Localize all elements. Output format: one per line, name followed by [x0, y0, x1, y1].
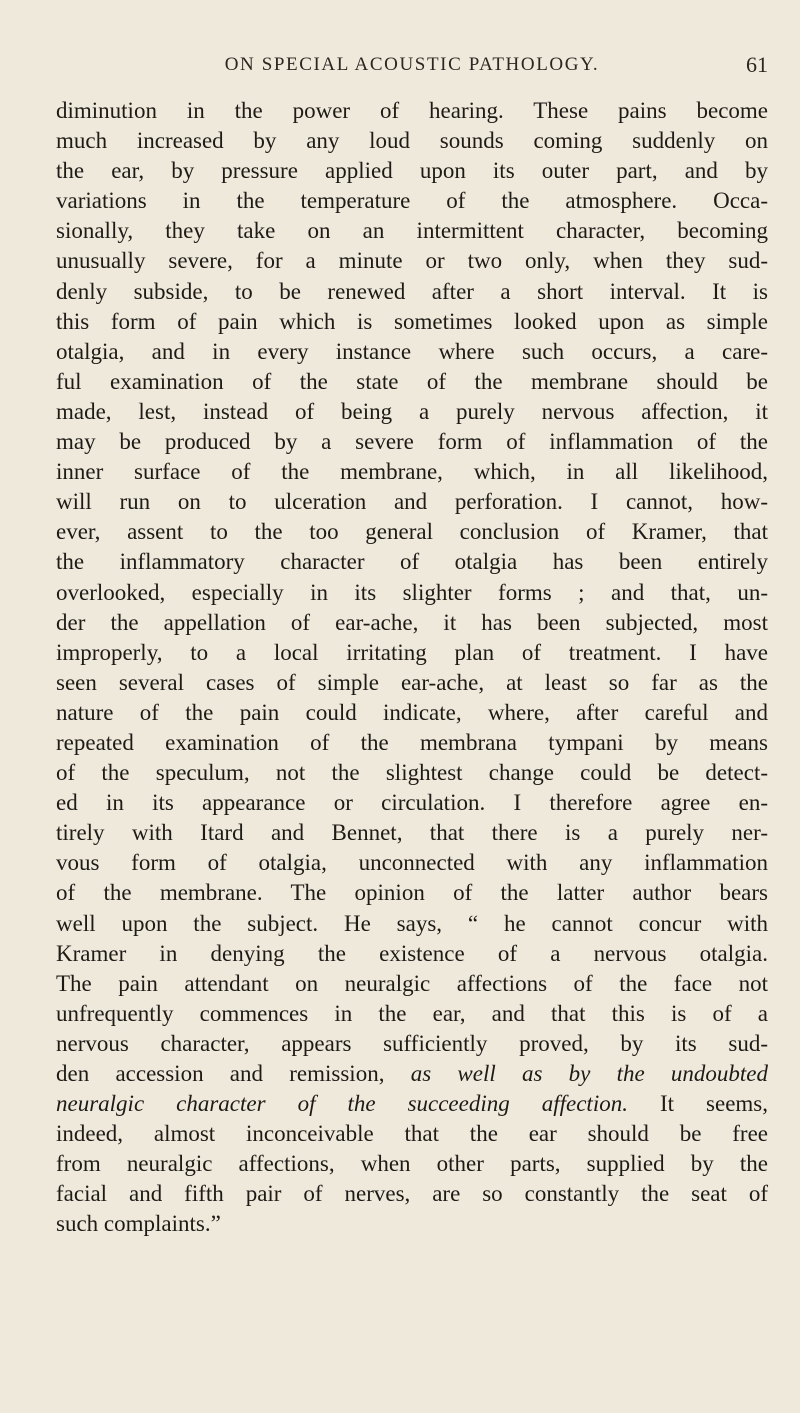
text-line: variations in the temperature of the atmosphere. Occa-	[56, 188, 768, 214]
text-line-mixed	[56, 1089, 768, 1119]
text-line: repeated examination of the membrana tympani by means	[56, 729, 768, 755]
text-line: overlooked, especially in its slighter forms ; and that, un-	[56, 579, 768, 605]
text-line: diminution in the power of hearing. These pains become	[56, 98, 768, 123]
text-line: The pain attendant on neuralgic affections of the face not	[56, 970, 768, 996]
text-line: much increased by any loud sounds coming suddenly on	[56, 128, 768, 154]
page-number: 61	[746, 52, 768, 77]
italic-run: as well as by the undoubted	[410, 1061, 769, 1086]
text-line: otalgia, and in every instance where such occurs, a care-	[56, 338, 768, 364]
text-line: ever, assent to the too general conclusion of Kramer, that	[56, 519, 768, 545]
roman-run: It seems,	[659, 1091, 768, 1117]
text-line: inner surface of the membrane, which, in all likelihood,	[56, 459, 768, 485]
text-line: vous form of otalgia, unconnected with any inflammation	[56, 850, 768, 876]
text-line: of the membrane. The opinion of the latter author bears	[56, 880, 768, 906]
text-line: will run on to ulceration and perforation. I cannot, how-	[56, 489, 768, 515]
body-text	[56, 96, 768, 1240]
text-line: this form of pain which is sometimes looked upon as simple	[56, 308, 768, 334]
text-line: indeed, almost inconceivable that the ear should be free	[56, 1121, 768, 1147]
text-line: unfrequently commences in the ear, and that this is of a	[56, 1000, 768, 1026]
running-title: ON SPECIAL ACOUSTIC PATHOLOGY.	[224, 54, 600, 75]
text-line: tirely with Itard and Bennet, that there is a purely ner-	[56, 820, 768, 846]
text-line: ful examination of the state of the membrane should be	[56, 368, 768, 394]
text-line: the ear, by pressure applied upon its outer part, and by	[56, 158, 768, 184]
text-line-mixed	[56, 1059, 768, 1089]
italic-run: neuralgic character of the succeeding affection.	[56, 1091, 628, 1117]
text-line: improperly, to a local irritating plan of treatment. I have	[56, 639, 768, 665]
text-line: may be produced by a severe form of inflammation of the	[56, 429, 768, 455]
roman-run: den accession and remission,	[56, 1061, 385, 1086]
text-line: unusually severe, for a minute or two only, when they sud-	[56, 248, 768, 274]
text-line: der the appellation of ear-ache, it has been subjected, most	[56, 609, 768, 635]
text-line: from neuralgic affections, when other parts, supplied by the	[56, 1151, 768, 1177]
running-head	[56, 50, 768, 80]
text-line: nervous character, appears sufficiently proved, by its sud-	[56, 1030, 768, 1056]
text-line: such complaints.”	[56, 1211, 221, 1237]
text-line: made, lest, instead of being a purely nervous affection, it	[56, 398, 768, 424]
text-line: denly subside, to be renewed after a short interval. It is	[56, 278, 768, 304]
text-line: Kramer in denying the existence of a nervous otalgia.	[56, 940, 768, 966]
text-line: seen several cases of simple ear-ache, at least so far as the	[56, 669, 768, 695]
text-line: nature of the pain could indicate, where, after careful and	[56, 699, 768, 725]
text-line: of the speculum, not the slightest change could be detect-	[56, 760, 768, 786]
text-line: sionally, they take on an intermittent character, becoming	[56, 218, 768, 244]
text-line: well upon the subject. He says, “ he cannot concur with	[56, 910, 768, 936]
text-line: the inflammatory character of otalgia has been entirely	[56, 549, 768, 575]
text-line: ed in its appearance or circulation. I therefore agree en-	[56, 790, 768, 816]
text-line: facial and fifth pair of nerves, are so constantly the seat of	[56, 1181, 768, 1207]
